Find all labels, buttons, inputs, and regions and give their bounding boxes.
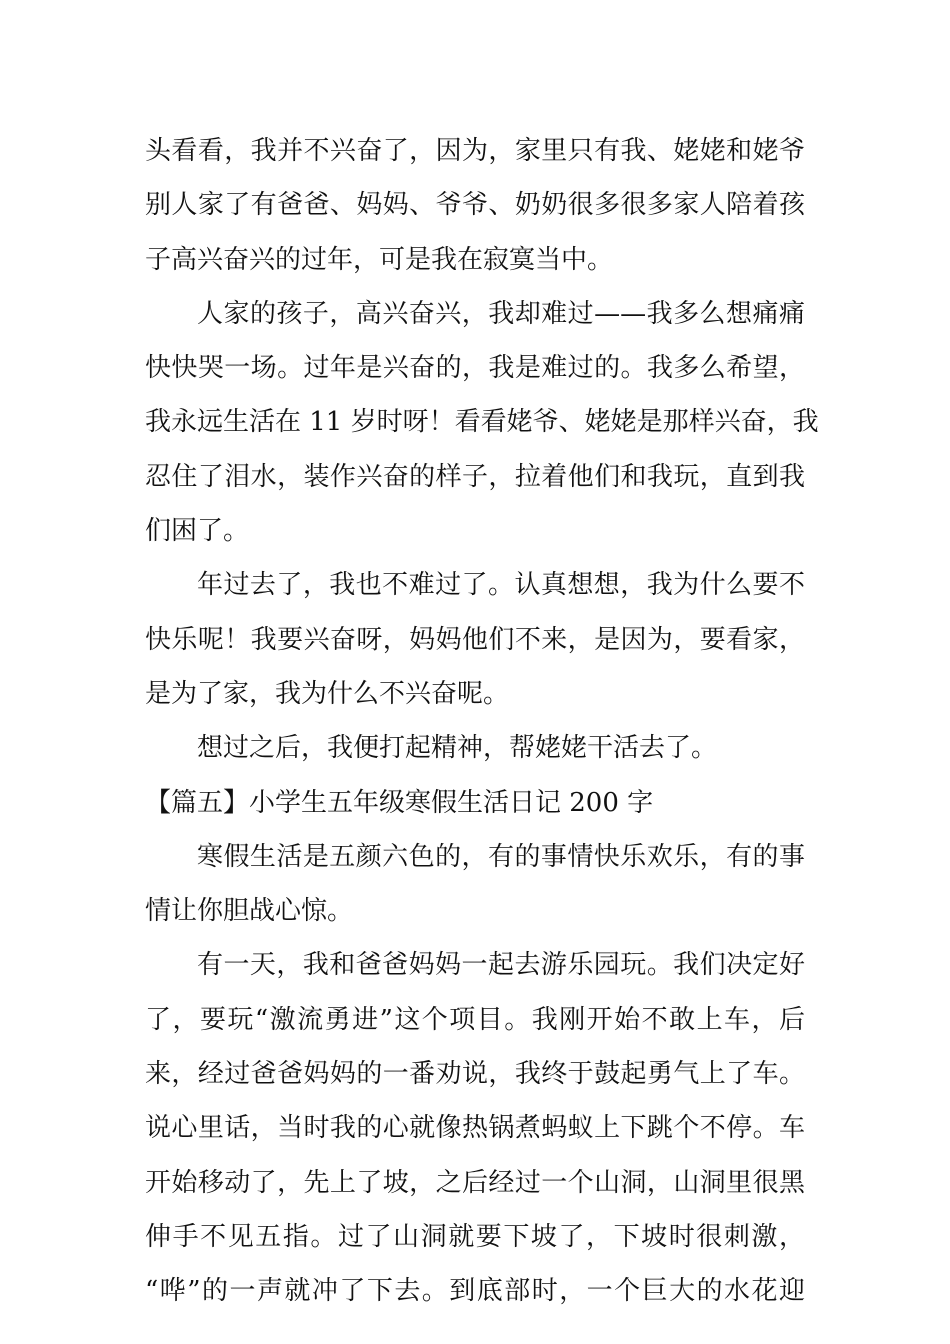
text-line: 人家的孩子，高兴奋兴，我却难过——我多么想痛痛 (197, 298, 805, 329)
text-line: 说心里话，当时我的心就像热锅煮蚂蚁上下跳个不停。车 (145, 1113, 805, 1144)
text-line: 年过去了，我也不难过了。认真想想，我为什么要不 (197, 570, 805, 601)
text-line: 来，经过爸爸妈妈的一番劝说，我终于鼓起勇气上了车。 (145, 1059, 805, 1090)
text-line: 忍住了泪水，装作兴奋的样子，拉着他们和我玩，直到我 (145, 461, 805, 492)
text-line: 是为了家，我为什么不兴奋呢。 (145, 678, 510, 709)
text-line: 们困了。 (145, 516, 250, 547)
text-line: 伸手不见五指。过了山洞就要下坡了，下坡时很刺激， (145, 1221, 805, 1252)
text-line: 了，要玩“激流勇进”这个项目。我刚开始不敢上车，后 (145, 1004, 805, 1035)
document-body (145, 124, 819, 1319)
text-line: 开始移动了，先上了坡，之后经过一个山洞，山洞里很黑 (145, 1167, 805, 1198)
text-line: 有一天，我和爸爸妈妈一起去游乐园玩。我们决定好 (197, 950, 805, 981)
text-line: 快快哭一场。过年是兴奋的，我是难过的。我多么希望， (145, 353, 805, 384)
text-line: 头看看，我并不兴奋了，因为，家里只有我、姥姥和姥爷 (145, 136, 805, 166)
text-line: 快乐呢！我要兴奋呀，妈妈他们不来，是因为，要看家， (145, 624, 805, 655)
text-line: 别人家了有爸爸、妈妈、爷爷、奶奶很多很多家人陪着孩 (145, 190, 805, 221)
text-line: 想过之后，我便打起精神，帮姥姥干活去了。 (197, 733, 718, 764)
text-line: “哗”的一声就冲了下去。到底部时，一个巨大的水花迎 (145, 1276, 805, 1307)
text-line: 寒假生活是五颜六色的，有的事情快乐欢乐，有的事 (197, 841, 805, 872)
text-line: 情让你胆战心惊。 (145, 896, 354, 927)
text-line: 我永远生活在 11 岁时呀！看看姥爷、姥姥是那样兴奋，我 (145, 407, 819, 438)
section-heading: 【篇五】小学生五年级寒假生活日记 200 字 (145, 787, 654, 818)
text-line: 子高兴奋兴的过年，可是我在寂寞当中。 (145, 244, 614, 275)
